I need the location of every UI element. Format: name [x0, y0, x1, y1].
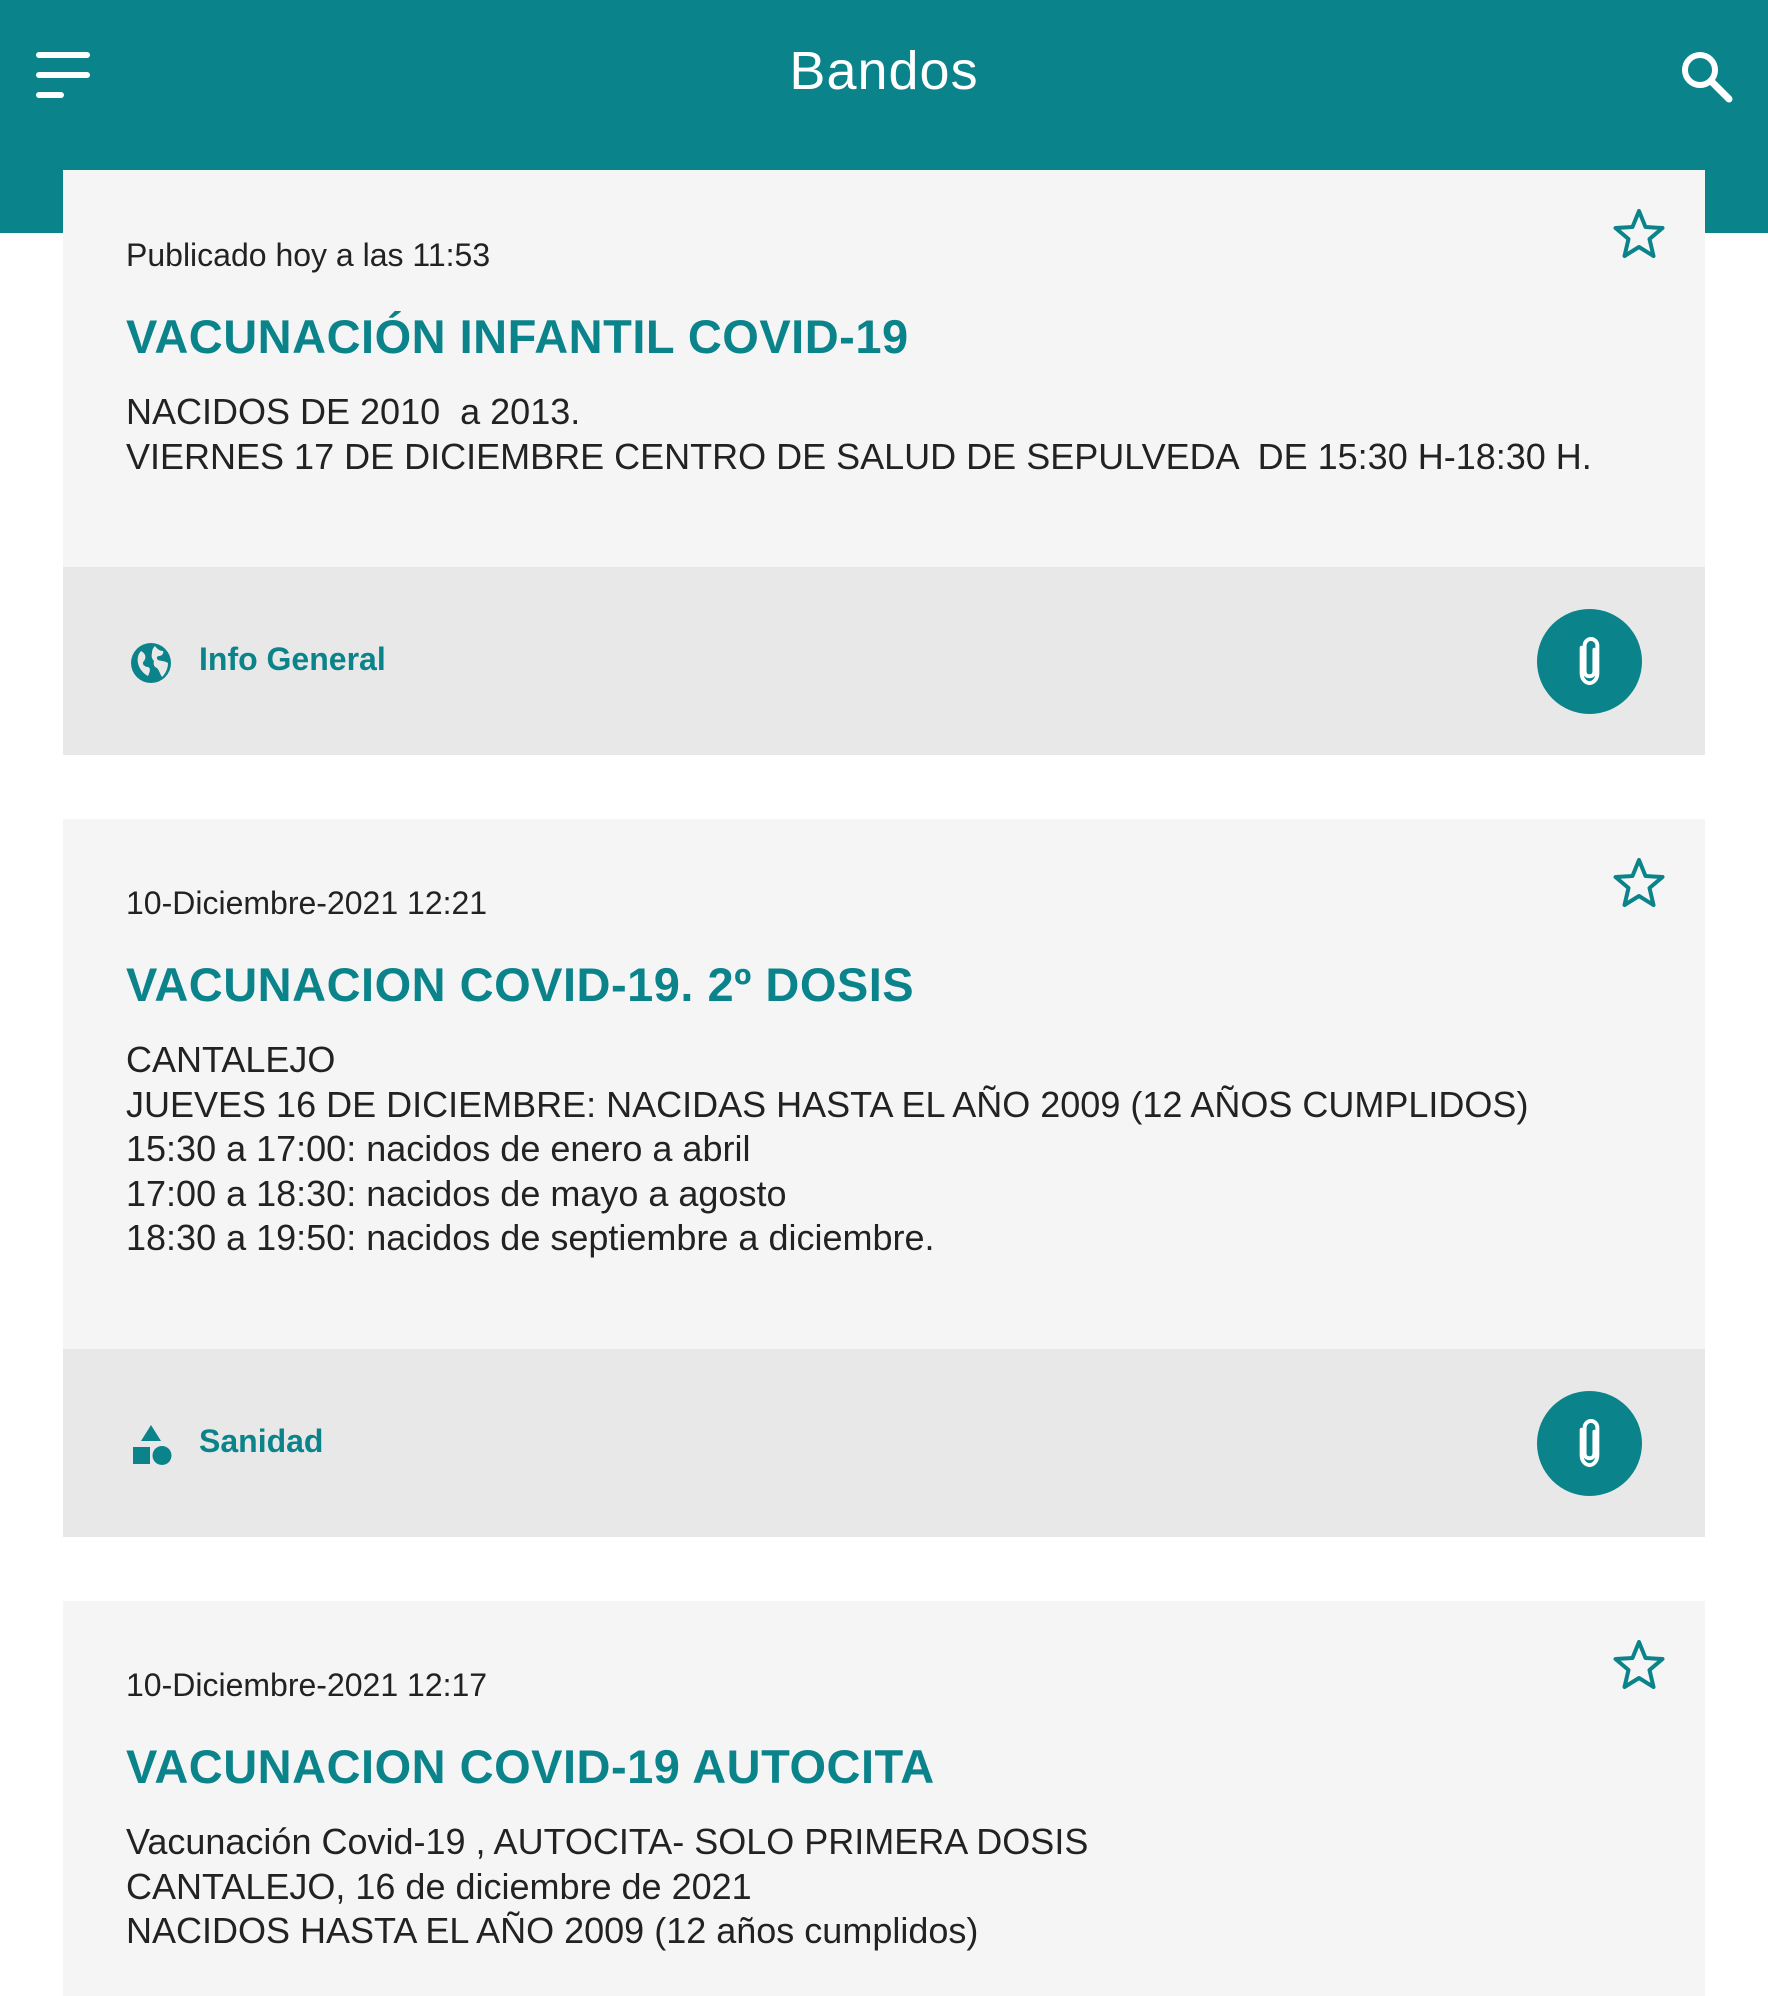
globe-icon — [127, 639, 175, 687]
bando-title[interactable]: VACUNACION COVID-19. 2º DOSIS — [126, 958, 915, 1011]
bando-footer — [63, 1349, 1705, 1537]
favorite-star-icon[interactable] — [1611, 1638, 1667, 1694]
bando-card[interactable] — [63, 170, 1705, 755]
favorite-star-icon[interactable] — [1611, 207, 1667, 263]
bando-date: 10-Diciembre-2021 12:17 — [126, 1667, 488, 1703]
bando-card[interactable] — [63, 1601, 1705, 1996]
search-icon[interactable] — [1678, 48, 1734, 104]
category-link[interactable]: Info General — [199, 641, 386, 677]
attachment-button[interactable] — [1537, 609, 1642, 714]
favorite-star-icon[interactable] — [1611, 856, 1667, 912]
paperclip-icon — [1562, 634, 1617, 689]
bando-body: Vacunación Covid-19 , AUTOCITA- SOLO PRIMERA DOSIS CANTALEJO, 16 de diciembre de 2021 NACIDOS HASTA EL AÑO 2009 (12 años cumplidos) — [126, 1821, 1089, 1951]
bando-title[interactable]: VACUNACIÓN INFANTIL COVID-19 — [126, 310, 909, 363]
bando-footer — [63, 567, 1705, 755]
attachment-button[interactable] — [1537, 1391, 1642, 1496]
bando-body: CANTALEJO JUEVES 16 DE DICIEMBRE: NACIDAS HASTA EL AÑO 2009 (12 AÑOS CUMPLIDOS) 15:30 a 17:00: nacidos de enero a abril 17:00 a 18:30: nacidos de mayo a agosto 18:30 a 19:50: nacidos de septiembre a diciembre. — [126, 1039, 1529, 1258]
shapes-icon — [127, 1421, 175, 1469]
bando-date: 10-Diciembre-2021 12:21 — [126, 885, 488, 921]
bando-title[interactable]: VACUNACION COVID-19 AUTOCITA — [126, 1740, 935, 1793]
paperclip-icon — [1562, 1416, 1617, 1471]
page-title: Bandos — [789, 41, 979, 101]
category-link[interactable]: Sanidad — [199, 1423, 324, 1459]
bando-body: NACIDOS DE 2010 a 2013. VIERNES 17 DE DICIEMBRE CENTRO DE SALUD DE SEPULVEDA DE 15:30 H-18:30 H. — [126, 391, 1592, 477]
bando-date: Publicado hoy a las 11:53 — [126, 237, 491, 273]
bando-card[interactable] — [63, 819, 1705, 1537]
